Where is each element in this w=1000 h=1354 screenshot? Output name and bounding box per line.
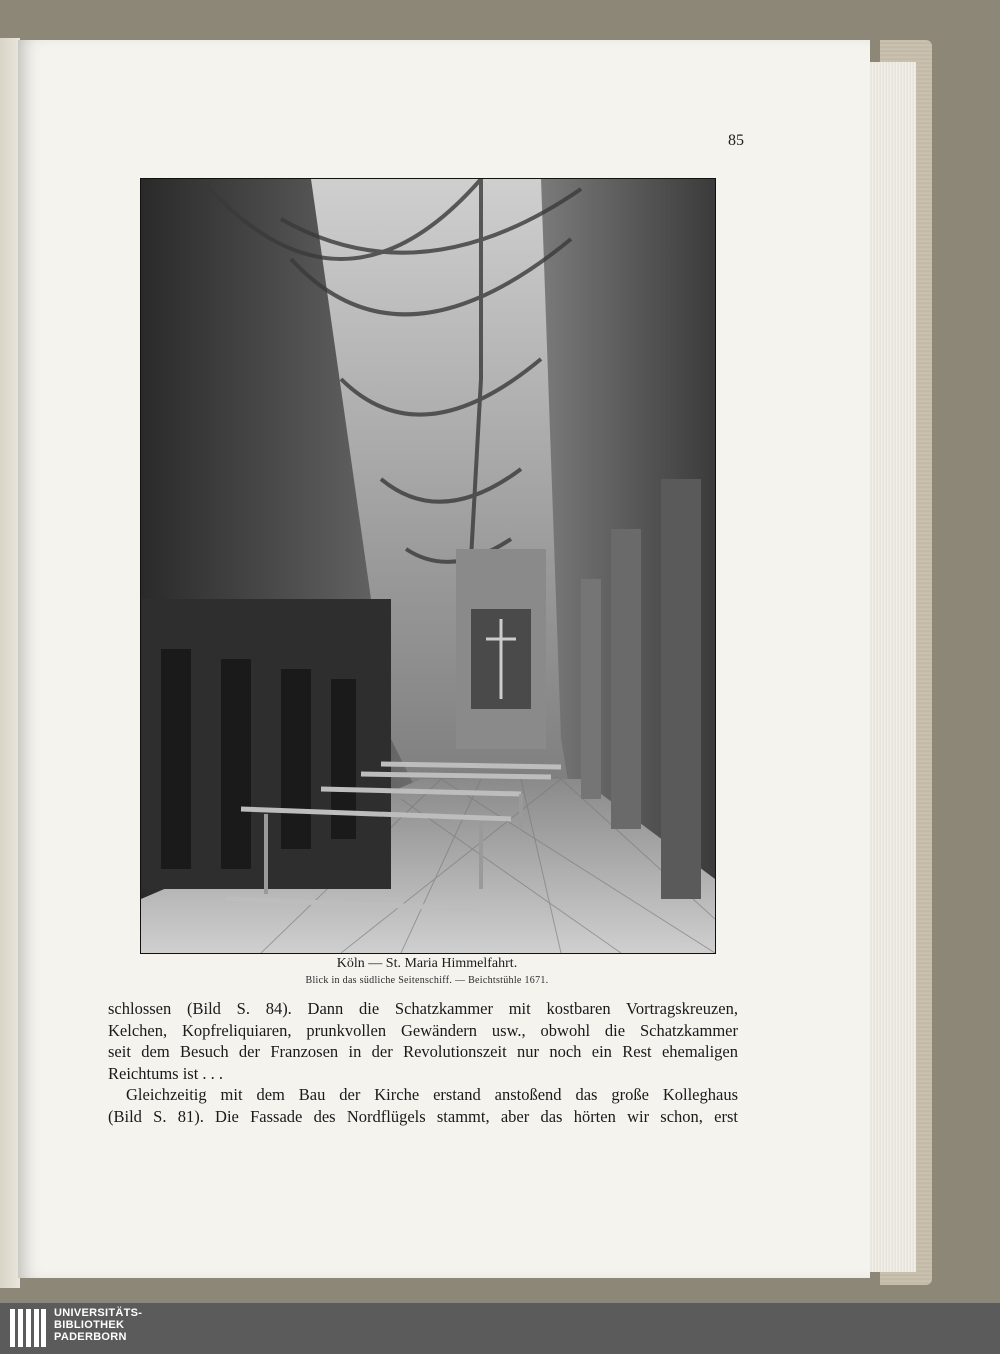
church-interior-photo [140, 178, 716, 954]
library-footer-bar [0, 1303, 1000, 1354]
library-logo-text [54, 1307, 142, 1343]
text-line: Kelchen, Kopfreliquiaren, prunkvollen Gewändern usw., obwohl die Schatzkammer [108, 1020, 738, 1040]
logo-line: UNIVERSITÄTS- [54, 1307, 143, 1319]
paragraph-2 [108, 1084, 738, 1127]
body-text [108, 998, 738, 1127]
paragraph-1 [108, 998, 738, 1084]
figure-caption-title: Köln — St. Maria Himmelfahrt. [336, 956, 518, 971]
text-line: seit dem Besuch der Franzosen in der Revolutionszeit nur noch ein Rest ehemaligen [108, 1042, 738, 1061]
book-page [18, 40, 870, 1278]
logo-line: PADERBORN [54, 1331, 127, 1343]
text-line: Gleichzeitig mit dem Bau der Kirche erstand anstoßend das große Kolleghaus [126, 1085, 738, 1104]
left-page-edge [0, 38, 20, 1288]
library-logo-icon [10, 1309, 46, 1347]
text-line: (Bild S. 81). Die Fassade des Nordflügels stammt, aber das hörten wir schon, erst [108, 1106, 738, 1126]
logo-line: BIBLIOTHEK [54, 1319, 125, 1331]
text-line: schlossen (Bild S. 84). Dann die Schatzkammer mit kostbaren Vortragskreuzen, [108, 999, 738, 1018]
page-number: 85 [728, 132, 744, 149]
text-line: Reichtums ist . . . [108, 1063, 224, 1083]
figure-caption-subtitle: Blick in das südliche Seitenschiff. — Beichtstühle 1671. [305, 975, 549, 986]
